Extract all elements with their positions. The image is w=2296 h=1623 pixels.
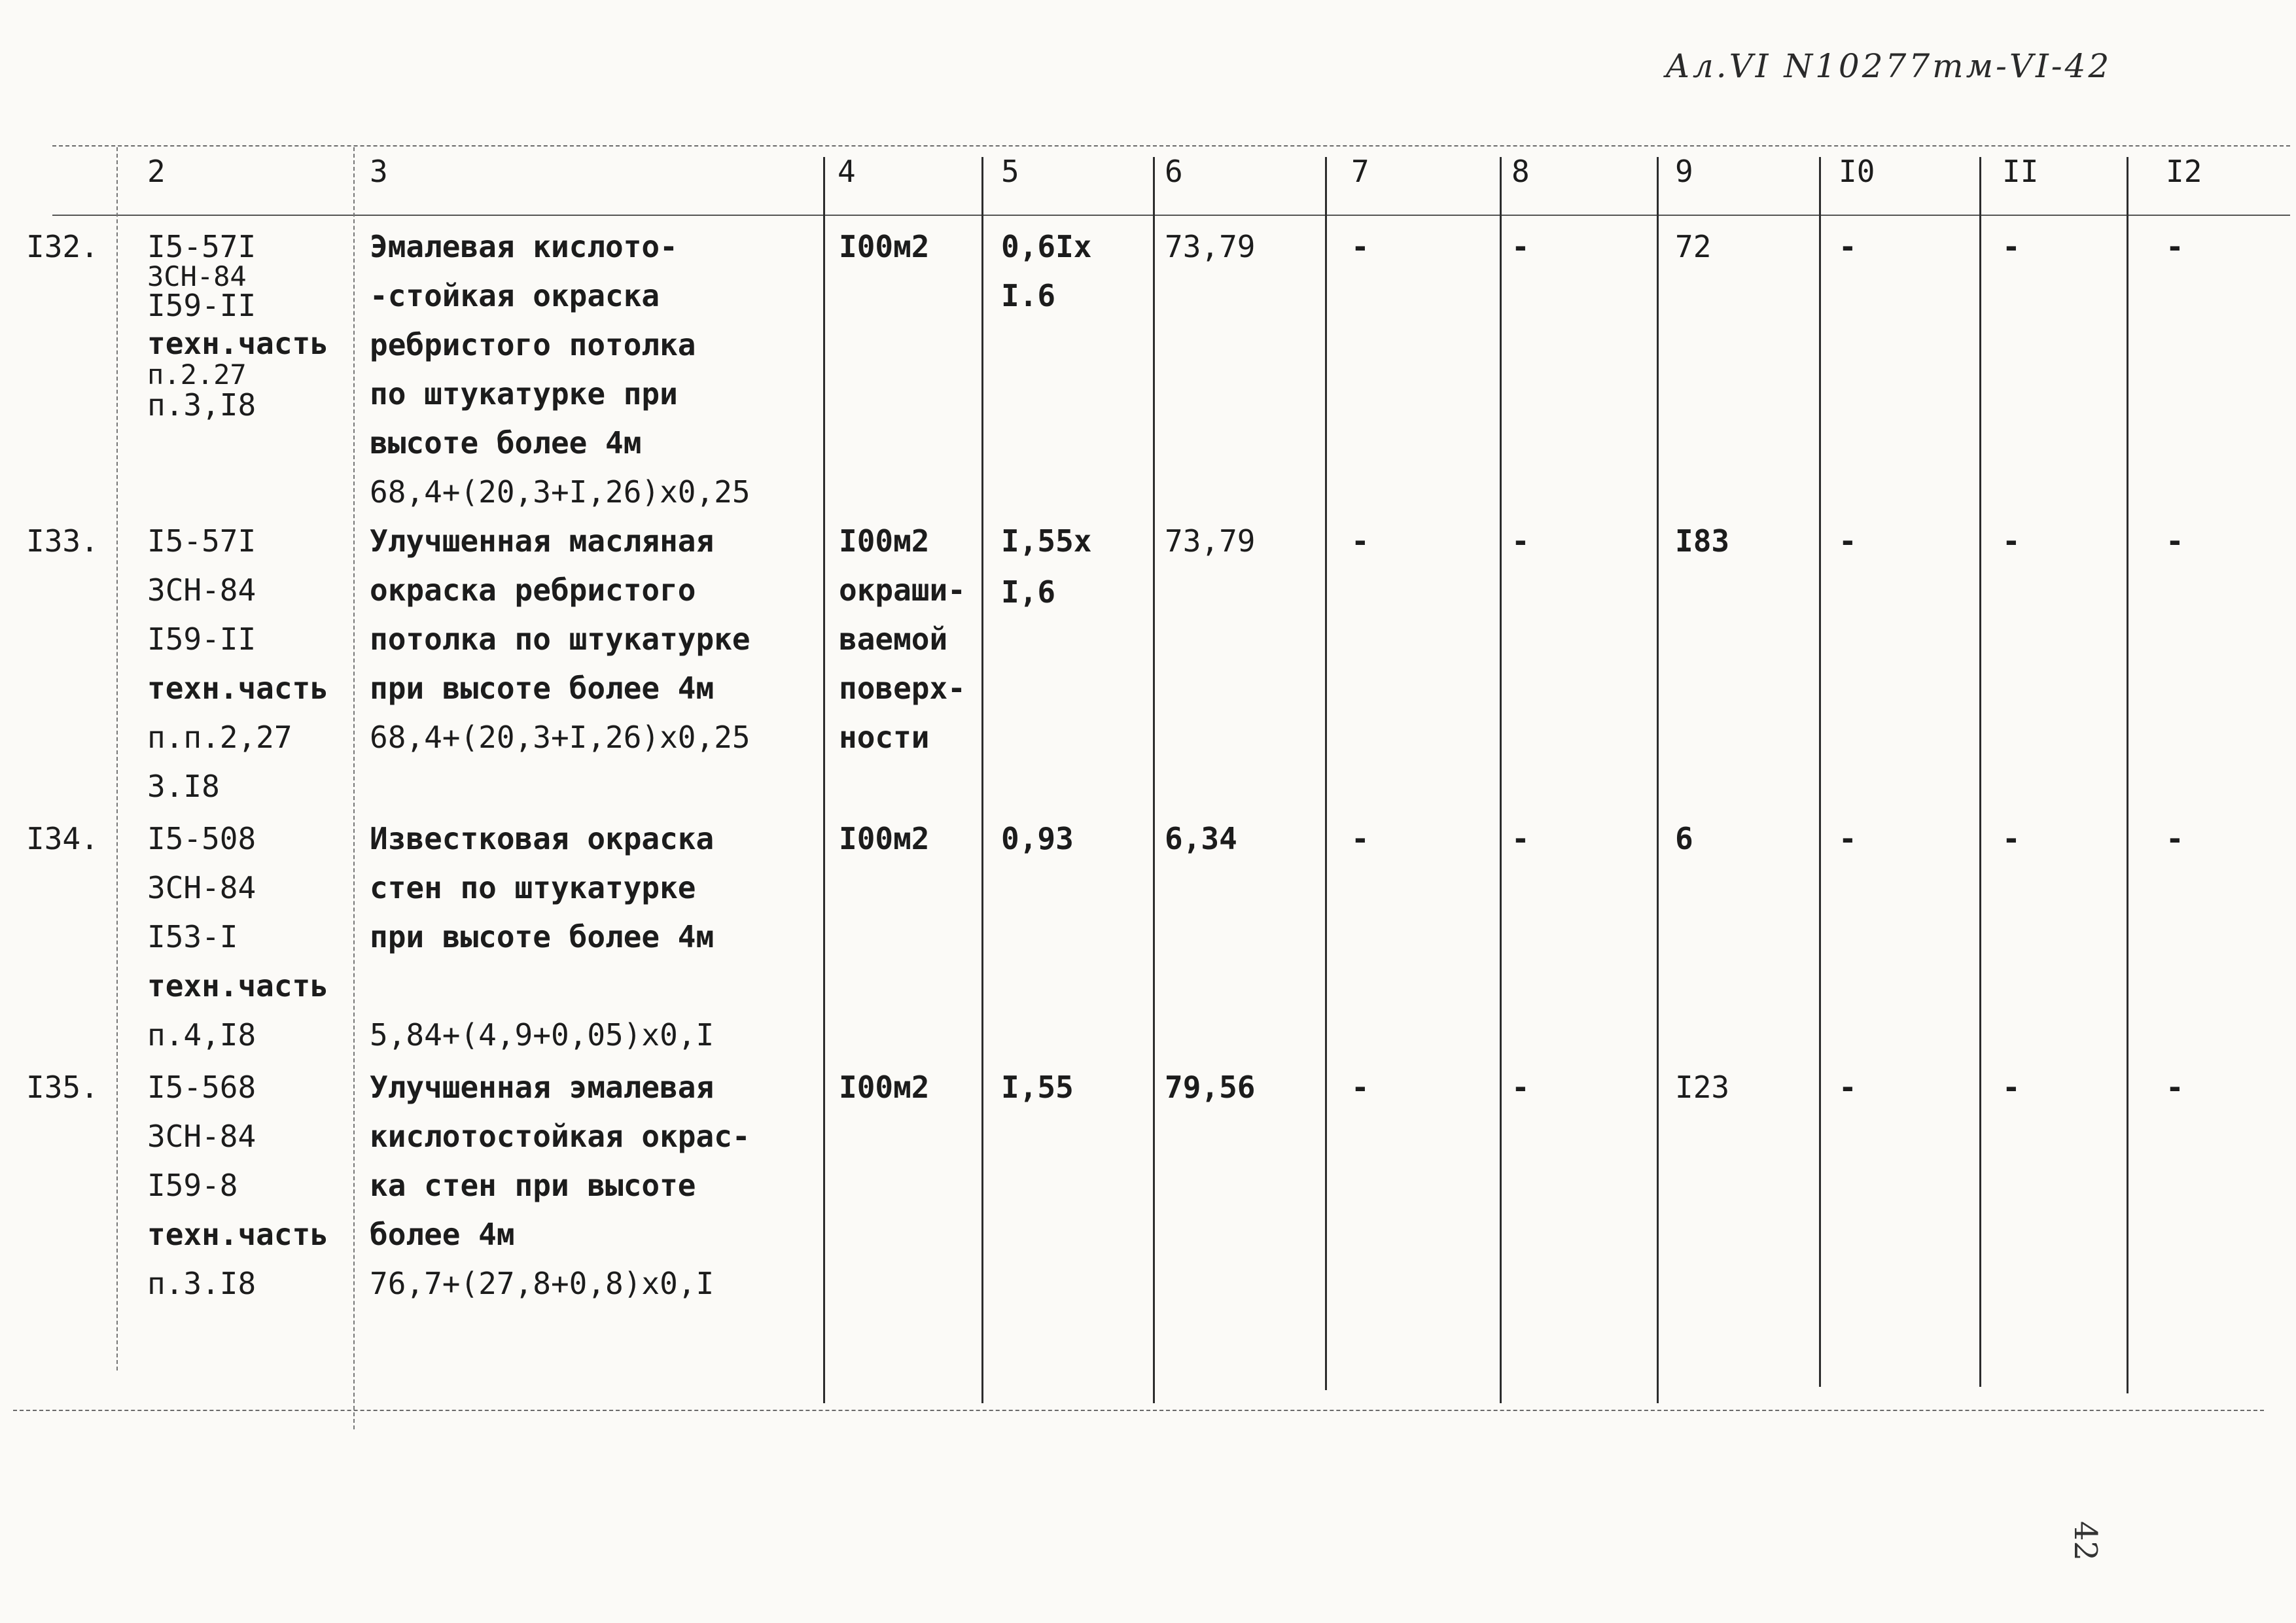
col-rule-9 [1819,157,1821,1387]
header-top-rule [52,145,2290,147]
row-number: I34. [26,821,99,856]
col-rule-11 [2127,157,2128,1393]
col-rule-5 [1153,157,1155,1403]
description-line: высоте более 4м [370,425,642,461]
unit-line: поверх- [839,671,966,706]
code-line: I59-8 [147,1168,238,1203]
col-6-value: 6,34 [1165,821,1237,856]
unit-line: I00м2 [839,1070,930,1105]
description-formula: 76,7+(27,8+0,8)x0,I [370,1266,715,1301]
col-rule-10 [1979,157,1981,1387]
quantity-line: I,55 [1001,1070,1074,1105]
code-line: I5-57I [147,229,256,264]
col-6-value: 79,56 [1165,1070,1256,1105]
col-7-value: - [1351,1070,1369,1105]
description-line: при высоте более 4м [370,919,715,954]
code-line: п.2.27 [147,358,247,391]
code-line: I59-II [147,288,256,323]
col-10-value: - [1839,229,1857,264]
unit-line: I00м2 [839,821,930,856]
code-line: п.3.I8 [147,1266,256,1301]
table-bottom-rule [13,1410,2264,1411]
archive-stamp: Ал.VI N10277тм-VI-42 [1665,47,2112,85]
col-6-value: 73,79 [1165,523,1256,559]
code-line: I5-568 [147,1070,256,1105]
code-line: I53-I [147,919,238,954]
col-7-value: - [1351,229,1369,264]
code-line: техн.часть [147,326,328,361]
col-10-value: - [1839,523,1857,559]
col-9-value: I23 [1675,1070,1730,1105]
header-col-8: 8 [1511,154,1530,189]
code-line: техн.часть [147,968,328,1003]
unit-line: I00м2 [839,523,930,559]
col-8-value: - [1511,1070,1530,1105]
description-line: Улучшенная масляная [370,523,715,559]
description-line: Эмалевая кислото- [370,229,678,264]
col-10-value: - [1839,821,1857,856]
col-10-value: - [1839,1070,1857,1105]
code-line: п.3,I8 [147,387,256,423]
description-line: по штукатурке при [370,376,678,411]
quantity-line: 0,6Ix [1001,229,1092,264]
description-formula: 5,84+(4,9+0,05)x0,I [370,1017,715,1053]
code-line: п.4,I8 [147,1017,256,1053]
unit-line: I00м2 [839,229,930,264]
col-8-value: - [1511,229,1530,264]
col-7-value: - [1351,821,1369,856]
quantity-line: I.6 [1001,278,1056,313]
description-line: при высоте более 4м [370,671,715,706]
header-col-6: 6 [1165,154,1183,189]
code-line: I5-57I [147,523,256,559]
col-9-value: 72 [1675,229,1712,264]
col-rule-4 [981,157,983,1403]
page-number: 42 [2067,1521,2104,1562]
col-12-value: - [2166,523,2184,559]
description-line: более 4м [370,1217,515,1252]
header-col-3: 3 [370,154,388,189]
col-rule-8 [1657,157,1659,1403]
description-line: стен по штукатурке [370,870,696,905]
quantity-line: I,6 [1001,574,1056,610]
col-rule-6 [1325,157,1327,1390]
code-line: ЗСН-84 [147,260,247,292]
col-11-value: - [2002,523,2021,559]
description-line: окраска ребристого [370,572,696,608]
description-line: кислотостойкая окрас- [370,1119,751,1154]
col-8-value: - [1511,821,1530,856]
col-11-value: - [2002,1070,2021,1105]
code-line: ЗСН-84 [147,870,256,905]
header-col-2: 2 [147,154,166,189]
col-9-value: 6 [1675,821,1693,856]
col-12-value: - [2166,821,2184,856]
description-line: потолка по штукатурке [370,621,751,657]
col-rule-1 [116,147,118,1370]
col-11-value: - [2002,229,2021,264]
col-9-value: I83 [1675,523,1730,559]
col-12-value: - [2166,1070,2184,1105]
code-line: п.п.2,27 [147,720,292,755]
code-line: I59-II [147,621,256,657]
header-col-9: 9 [1675,154,1693,189]
description-formula: 68,4+(20,3+I,26)x0,25 [370,720,751,755]
unit-line: окраши- [839,572,966,608]
col-rule-3 [823,157,825,1403]
description-line: ребристого потолка [370,327,696,362]
code-line: техн.часть [147,671,328,706]
header-col-7: 7 [1351,154,1369,189]
unit-line: ваемой [839,621,948,657]
row-number: I32. [26,229,99,264]
description-line: -стойкая окраска [370,278,660,313]
description-formula: 68,4+(20,3+I,26)x0,25 [370,474,751,510]
col-8-value: - [1511,523,1530,559]
description-line: Известковая окраска [370,821,715,856]
description-line: ка стен при высоте [370,1168,696,1203]
col-rule-2 [353,147,355,1429]
quantity-line: 0,93 [1001,821,1074,856]
col-rule-7 [1500,157,1502,1403]
header-col-12: I2 [2166,154,2202,189]
col-11-value: - [2002,821,2021,856]
header-col-11: II [2002,154,2039,189]
row-number: I35. [26,1070,99,1105]
col-12-value: - [2166,229,2184,264]
code-line: I5-508 [147,821,256,856]
code-line: ЗСН-84 [147,572,256,608]
unit-line: ности [839,720,930,755]
header-col-5: 5 [1001,154,1019,189]
code-line: ЗСН-84 [147,1119,256,1154]
header-col-10: I0 [1839,154,1875,189]
description-line: Улучшенная эмалевая [370,1070,715,1105]
col-6-value: 73,79 [1165,229,1256,264]
header-bottom-rule [52,215,2290,216]
col-7-value: - [1351,523,1369,559]
row-number: I33. [26,523,99,559]
code-line: техн.часть [147,1217,328,1252]
code-line: 3.I8 [147,769,220,804]
header-col-4: 4 [838,154,856,189]
quantity-line: I,55x [1001,523,1092,559]
